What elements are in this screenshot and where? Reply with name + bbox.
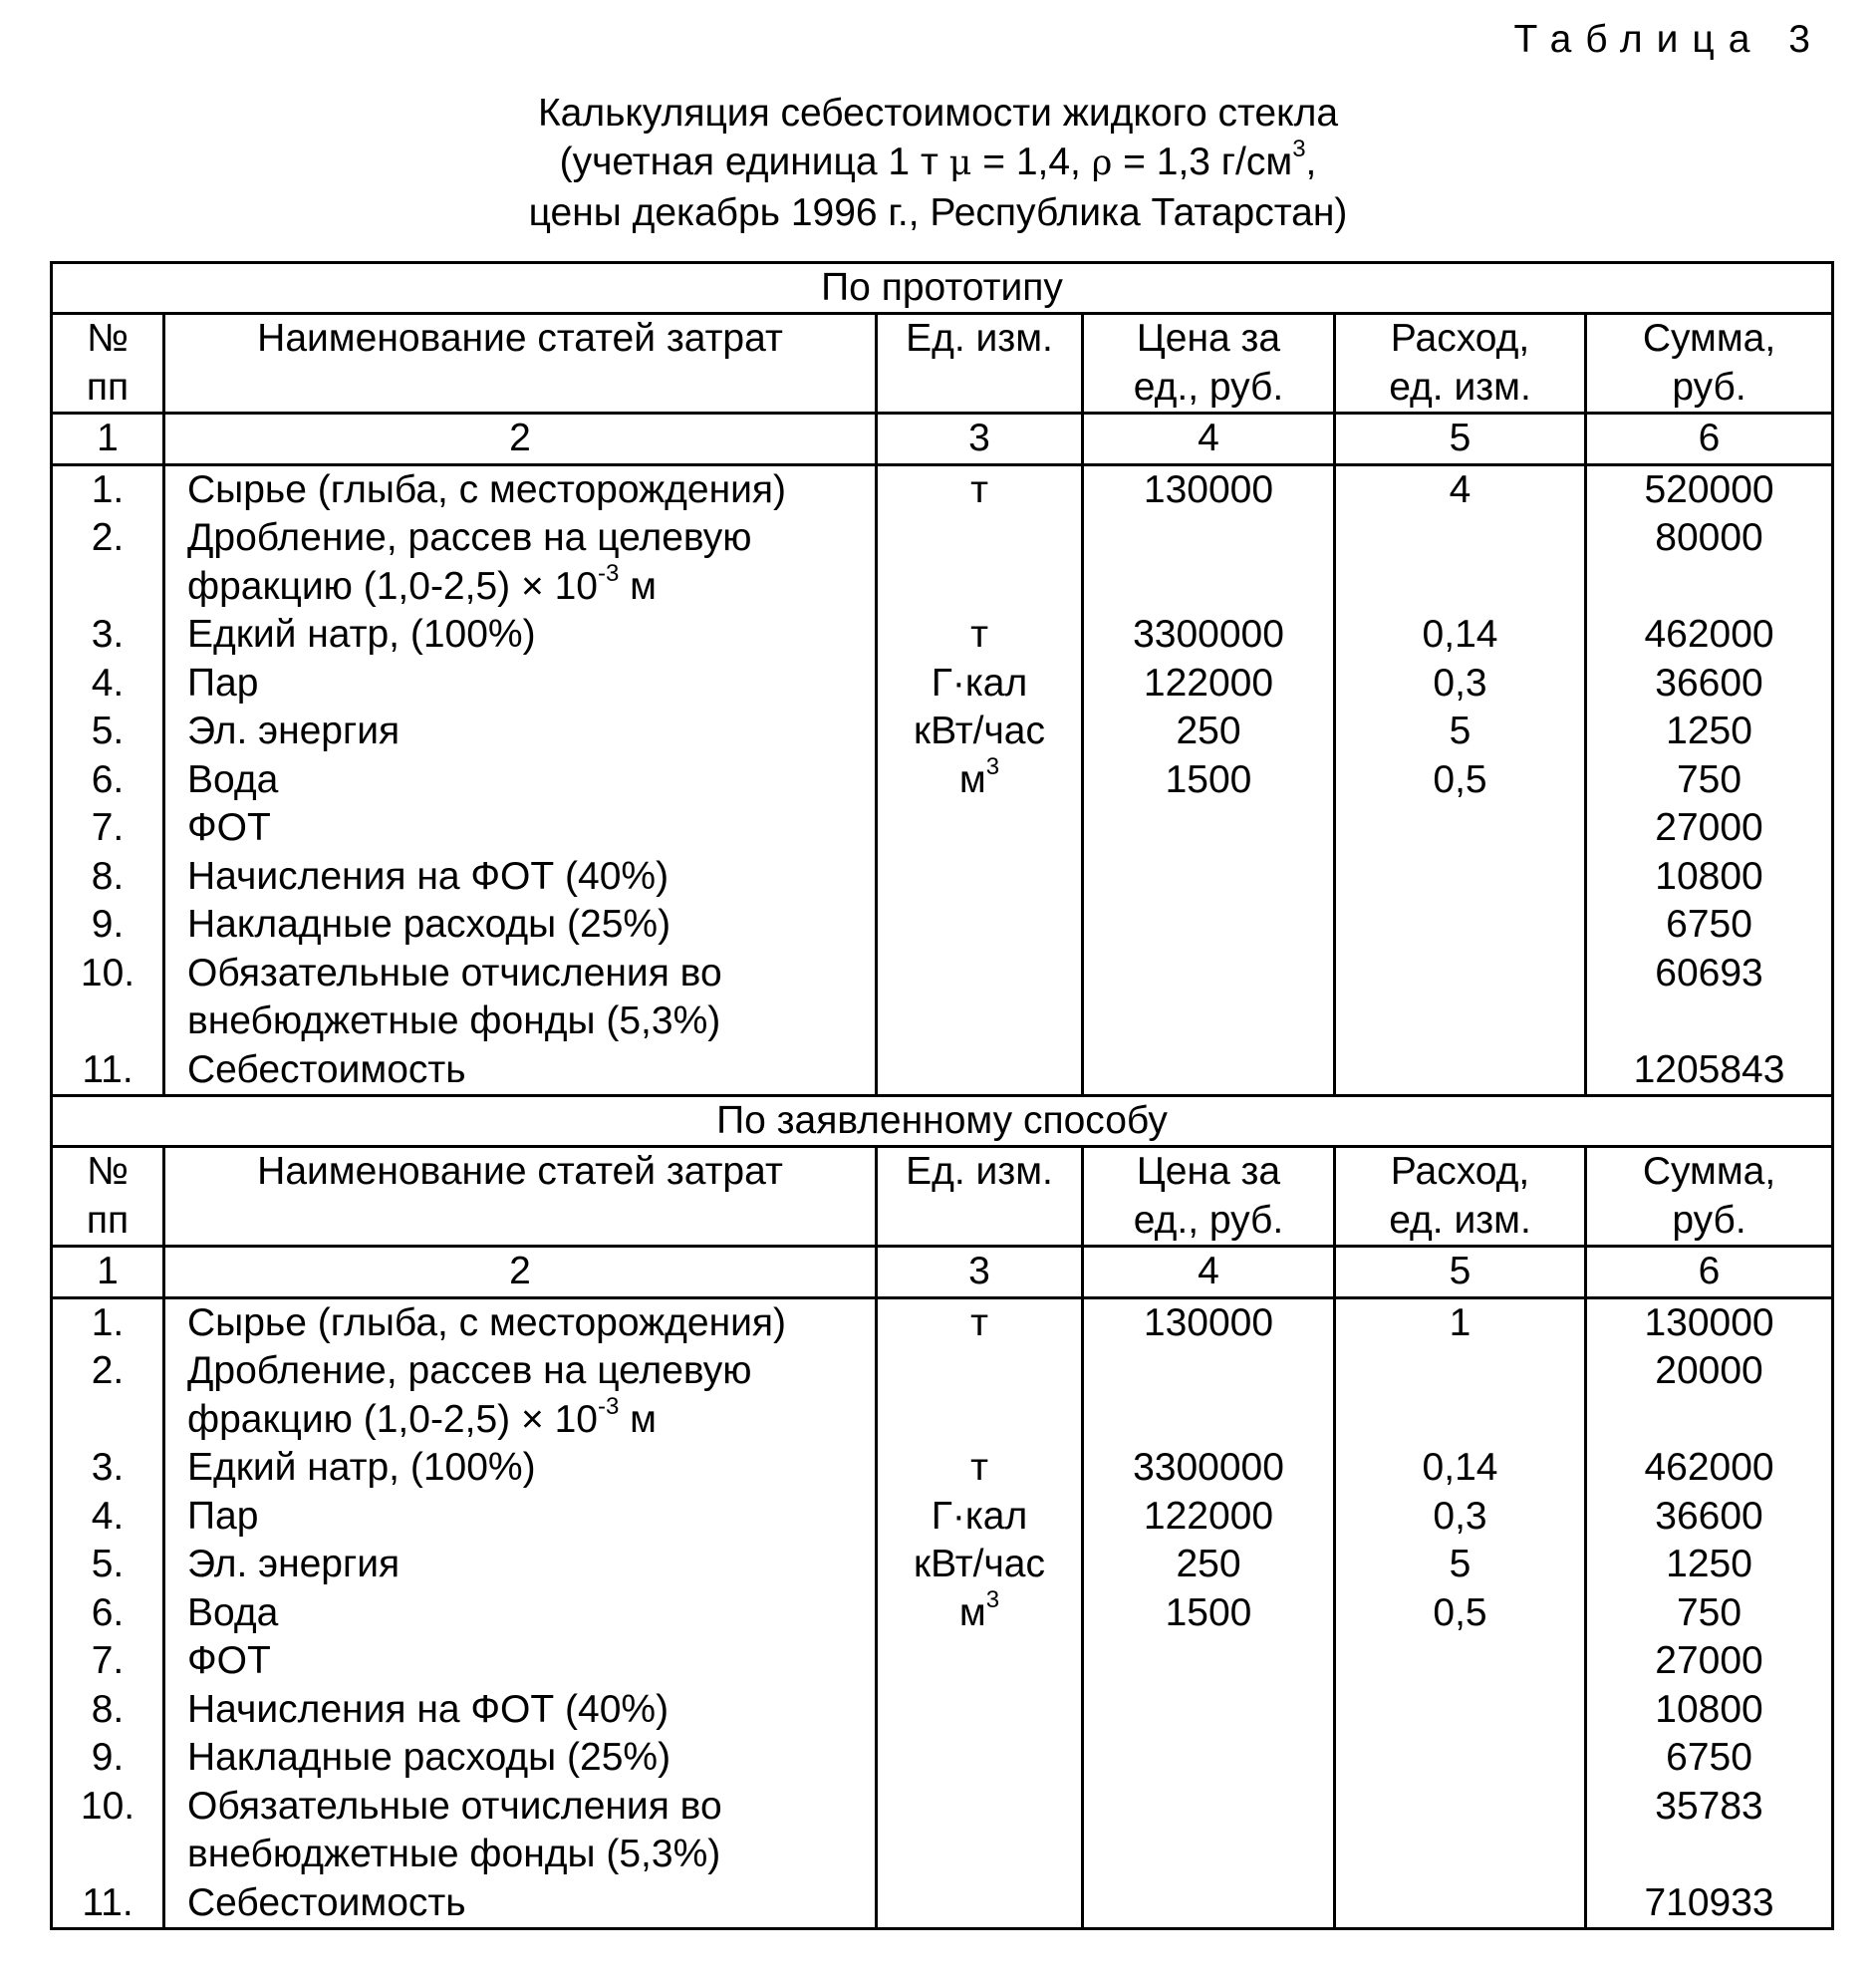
cost-item-line [187,1392,875,1445]
qty-cell [1335,901,1586,950]
unit-cell [877,1879,1083,1929]
table-row [52,708,1833,756]
column-number-row [52,1247,1833,1298]
qty-cell [1335,853,1586,902]
unit-cell: кВт/час [877,708,1083,756]
unit-text: м [958,757,986,801]
cost-item-line: Пар [187,1494,259,1538]
table-row [52,1783,1833,1879]
price-cell: 122000 [1083,660,1335,709]
unit-cell [877,1589,1083,1638]
header-sum [1586,1147,1833,1247]
row-number: 5. [52,1541,164,1589]
price-cell [1083,1879,1335,1929]
price-cell: 250 [1083,708,1335,756]
qty-cell [1335,1046,1586,1096]
header-price-line: Цена за [1136,317,1281,360]
header-sum-line: руб. [1672,1198,1746,1242]
cost-item-line: Обязательные отчисления во [187,951,722,994]
header-sum-line: Сумма, [1642,317,1776,360]
column-number-row [52,414,1833,465]
price-cell [1083,1686,1335,1735]
price-cell: 1500 [1083,756,1335,805]
qty-cell [1335,514,1586,611]
cost-item-name [164,464,877,514]
price-cell [1083,901,1335,950]
unit-cell [877,804,1083,853]
header-qty-line: Расход, [1390,317,1530,360]
table-row [52,1493,1833,1542]
row-number: 6. [52,1589,164,1638]
unit-cell [877,853,1083,902]
qty-cell [1335,1734,1586,1783]
cost-item-line: Вода [187,1590,279,1634]
cost-item-name [164,1444,877,1493]
row-number: 7. [52,804,164,853]
header-num [52,1147,164,1247]
unit-cell [877,950,1083,1046]
qty-cell: 1 [1335,1297,1586,1347]
sum-cell: 1250 [1586,1541,1833,1589]
caption-text: = 1,4, [971,141,1092,183]
unit-cell [877,1686,1083,1735]
cost-item-name [164,756,877,805]
unit-cell [877,514,1083,611]
qty-cell: 4 [1335,464,1586,514]
header-price-line: ед., руб. [1133,365,1284,409]
column-number: 5 [1335,1247,1586,1298]
cost-table [50,261,1834,1930]
price-cell [1083,1347,1335,1444]
sum-cell: 710933 [1586,1879,1833,1929]
sum-cell: 6750 [1586,901,1833,950]
cost-item-name [164,1541,877,1589]
cost-item-name [164,1046,877,1096]
table-row [52,756,1833,805]
table-row [52,853,1833,902]
unit-cell [877,756,1083,805]
header-qty [1335,1147,1586,1247]
unit-cell: т [877,464,1083,514]
column-number: 4 [1083,1247,1335,1298]
sum-cell: 20000 [1586,1347,1833,1444]
row-number: 4. [52,660,164,709]
qty-cell [1335,1879,1586,1929]
cost-item-text: фракцию (1,0-2,5) × 10 [187,564,598,608]
sum-cell: 1205843 [1586,1046,1833,1096]
header-num-line: пп [86,365,130,409]
row-number: 1. [52,1297,164,1347]
unit-cell: Г·кал [877,1493,1083,1542]
sum-cell: 80000 [1586,514,1833,611]
column-number: 2 [164,1247,877,1298]
header-sum-line: Сумма, [1642,1150,1776,1193]
qty-cell: 5 [1335,1541,1586,1589]
caption-text: = 1,3 г/см [1112,141,1293,183]
header-row [52,1147,1833,1247]
cost-item-name [164,1734,877,1783]
header-num-line: № [87,1150,129,1193]
sum-cell: 27000 [1586,804,1833,853]
exponent: -3 [597,1392,620,1420]
table-row [52,1589,1833,1638]
table-caption [0,89,1876,237]
cost-item-line: Едкий натр, (100%) [187,613,536,656]
cost-item-name [164,1879,877,1929]
cost-item-line: Эл. энергия [187,1543,401,1585]
sum-cell: 36600 [1586,1493,1833,1542]
cost-item-line: Начисления на ФОТ (40%) [187,854,670,898]
unit-cell [877,1783,1083,1879]
table-row [52,1297,1833,1347]
cost-item-text: м [619,1397,657,1441]
cost-item-line: Дробление, рассев на целевую [187,1349,752,1392]
table-row [52,464,1833,514]
sum-cell: 60693 [1586,950,1833,1046]
price-cell: 3300000 [1083,611,1335,660]
cost-item-name [164,950,877,1046]
qty-cell [1335,1686,1586,1735]
column-number: 1 [52,1247,164,1298]
unit-cell: т [877,1297,1083,1347]
table-row [52,1734,1833,1783]
price-cell: 122000 [1083,1493,1335,1542]
sum-cell: 520000 [1586,464,1833,514]
sum-cell: 750 [1586,756,1833,805]
price-cell: 1500 [1083,1589,1335,1638]
row-number: 7. [52,1637,164,1686]
sum-cell: 462000 [1586,611,1833,660]
table-row [52,1347,1833,1444]
row-number: 11. [52,1879,164,1929]
cost-item-name [164,1589,877,1638]
unit-cell [877,1046,1083,1096]
table-row [52,1444,1833,1493]
column-number: 3 [877,1247,1083,1298]
unit-cell [877,1734,1083,1783]
table-row [52,1046,1833,1096]
exponent: 3 [1292,136,1306,162]
table-row [52,901,1833,950]
price-cell: 250 [1083,1541,1335,1589]
sum-cell: 462000 [1586,1444,1833,1493]
caption-line-1: Калькуляция себестоимости жидкого стекла [537,92,1339,135]
header-unit [877,314,1083,414]
header-qty [1335,314,1586,414]
column-number: 6 [1586,414,1833,465]
qty-cell [1335,1783,1586,1879]
header-qty-line: Расход, [1390,1150,1530,1193]
header-unit-text: Ед. изм. [906,317,1053,360]
unit-text: м [958,1590,986,1634]
cost-item-name [164,1297,877,1347]
price-cell: 130000 [1083,464,1335,514]
price-cell [1083,853,1335,902]
column-number: 6 [1586,1247,1833,1298]
cost-item-name [164,901,877,950]
sum-cell: 10800 [1586,1686,1833,1735]
exponent: 3 [985,755,1000,780]
cost-item-name [164,804,877,853]
header-qty-line: ед. изм. [1389,1198,1531,1242]
column-number: 3 [877,414,1083,465]
row-number: 8. [52,853,164,902]
sum-cell: 1250 [1586,708,1833,756]
cost-item-name [164,611,877,660]
qty-cell [1335,804,1586,853]
price-cell: 3300000 [1083,1444,1335,1493]
caption-text: (учетная единица 1 т [559,141,949,183]
cost-item-name [164,1347,877,1444]
cost-item-line: Сырье (глыба, с месторождения) [187,1300,787,1344]
cost-item-line [187,559,875,612]
cost-item-name [164,514,877,611]
cost-item-name [164,660,877,709]
cost-item-line: ФОТ [187,1639,271,1682]
cost-item-line: Начисления на ФОТ (40%) [187,1687,670,1731]
row-number: 1. [52,464,164,514]
row-number: 3. [52,611,164,660]
row-number: 10. [52,950,164,1046]
cost-item-line: Сырье (глыба, с месторождения) [187,467,787,511]
header-num [52,314,164,414]
row-number: 2. [52,1347,164,1444]
price-cell [1083,1637,1335,1686]
row-number: 3. [52,1444,164,1493]
table-row [52,950,1833,1046]
row-number: 9. [52,1734,164,1783]
cost-item-name [164,1783,877,1879]
cost-item-name [164,1493,877,1542]
header-num-line: № [87,317,129,360]
cost-item-name [164,1686,877,1735]
qty-cell [1335,1637,1586,1686]
cost-item-line: внебюджетные фонды (5,3%) [187,1833,721,1875]
header-name [164,1147,877,1247]
section-title-row [52,1096,1833,1147]
cost-item-line: Эл. энергия [187,709,401,752]
cost-item-line: Дробление, рассев на целевую [187,516,752,559]
qty-cell: 5 [1335,708,1586,756]
unit-cell [877,1637,1083,1686]
cost-item-name [164,1637,877,1686]
qty-cell: 0,14 [1335,611,1586,660]
table-row [52,1637,1833,1686]
cost-item-line: Себестоимость [187,1880,466,1924]
row-number: 4. [52,1493,164,1542]
header-price-line: ед., руб. [1133,1198,1284,1242]
header-num-line: пп [86,1198,130,1242]
qty-cell: 0,14 [1335,1444,1586,1493]
cost-item-line: Накладные расходы (25%) [187,903,671,946]
cost-item-line: Накладные расходы (25%) [187,1736,671,1779]
sum-cell: 130000 [1586,1297,1833,1347]
sum-cell: 36600 [1586,660,1833,709]
header-name-text: Наименование статей затрат [257,317,783,360]
header-row [52,314,1833,414]
mu-symbol: μ [948,143,972,183]
header-qty-line: ед. изм. [1389,365,1531,409]
cost-table-body [52,263,1833,1929]
unit-cell: кВт/час [877,1541,1083,1589]
exponent: 3 [985,1588,1000,1613]
sum-cell: 750 [1586,1589,1833,1638]
section-title: По прототипу [52,263,1833,314]
row-number: 10. [52,1783,164,1879]
unit-cell [877,1347,1083,1444]
column-number: 2 [164,414,877,465]
header-sum [1586,314,1833,414]
cost-item-line: Пар [187,661,259,705]
price-cell [1083,804,1335,853]
cost-item-line: Едкий натр, (100%) [187,1446,536,1489]
qty-cell: 0,3 [1335,660,1586,709]
cost-item-line: Вода [187,757,279,801]
cost-item-line: Обязательные отчисления во [187,1784,722,1828]
sum-cell: 35783 [1586,1783,1833,1879]
rho-symbol: ρ [1091,143,1113,183]
cost-item-line: Себестоимость [187,1047,466,1091]
table-row [52,611,1833,660]
column-number: 4 [1083,414,1335,465]
price-cell [1083,1734,1335,1783]
caption-text: , [1305,141,1317,183]
qty-cell: 0,5 [1335,1589,1586,1638]
sum-cell: 27000 [1586,1637,1833,1686]
qty-cell: 0,3 [1335,1493,1586,1542]
row-number: 6. [52,756,164,805]
sum-cell: 6750 [1586,1734,1833,1783]
table-row [52,804,1833,853]
table-row [52,660,1833,709]
caption-line-3: цены декабрь 1996 г., Республика Татарстан) [528,191,1348,234]
price-cell [1083,950,1335,1046]
price-cell [1083,1783,1335,1879]
table-row [52,1686,1833,1735]
price-cell [1083,1046,1335,1096]
header-price [1083,1147,1335,1247]
header-price-line: Цена за [1136,1150,1281,1193]
caption-line-2 [0,138,1876,188]
qty-cell [1335,1347,1586,1444]
cost-item-text: фракцию (1,0-2,5) × 10 [187,1397,598,1441]
unit-cell: Г·кал [877,660,1083,709]
row-number: 5. [52,708,164,756]
qty-cell: 0,5 [1335,756,1586,805]
column-number: 1 [52,414,164,465]
cost-item-text: м [619,564,657,608]
table-row [52,1879,1833,1929]
section-title-row [52,263,1833,314]
section-title: По заявленному способу [52,1096,1833,1147]
exponent: -3 [597,559,620,587]
qty-cell [1335,950,1586,1046]
cost-item-line: внебюджетные фонды (5,3%) [187,999,721,1042]
header-name-text: Наименование статей затрат [257,1150,783,1193]
row-number: 11. [52,1046,164,1096]
row-number: 8. [52,1686,164,1735]
table-label: Таблица 3 [1513,18,1824,61]
row-number: 9. [52,901,164,950]
header-sum-line: руб. [1672,365,1746,409]
header-price [1083,314,1335,414]
cost-item-line: ФОТ [187,806,271,849]
row-number: 2. [52,514,164,611]
sum-cell: 10800 [1586,853,1833,902]
header-name [164,314,877,414]
table-row [52,514,1833,611]
header-unit [877,1147,1083,1247]
header-unit-text: Ед. изм. [906,1150,1053,1193]
column-number: 5 [1335,414,1586,465]
cost-item-name [164,853,877,902]
unit-cell: т [877,611,1083,660]
table-row [52,1541,1833,1589]
price-cell [1083,514,1335,611]
cost-item-name [164,708,877,756]
unit-cell: т [877,1444,1083,1493]
price-cell: 130000 [1083,1297,1335,1347]
unit-cell [877,901,1083,950]
